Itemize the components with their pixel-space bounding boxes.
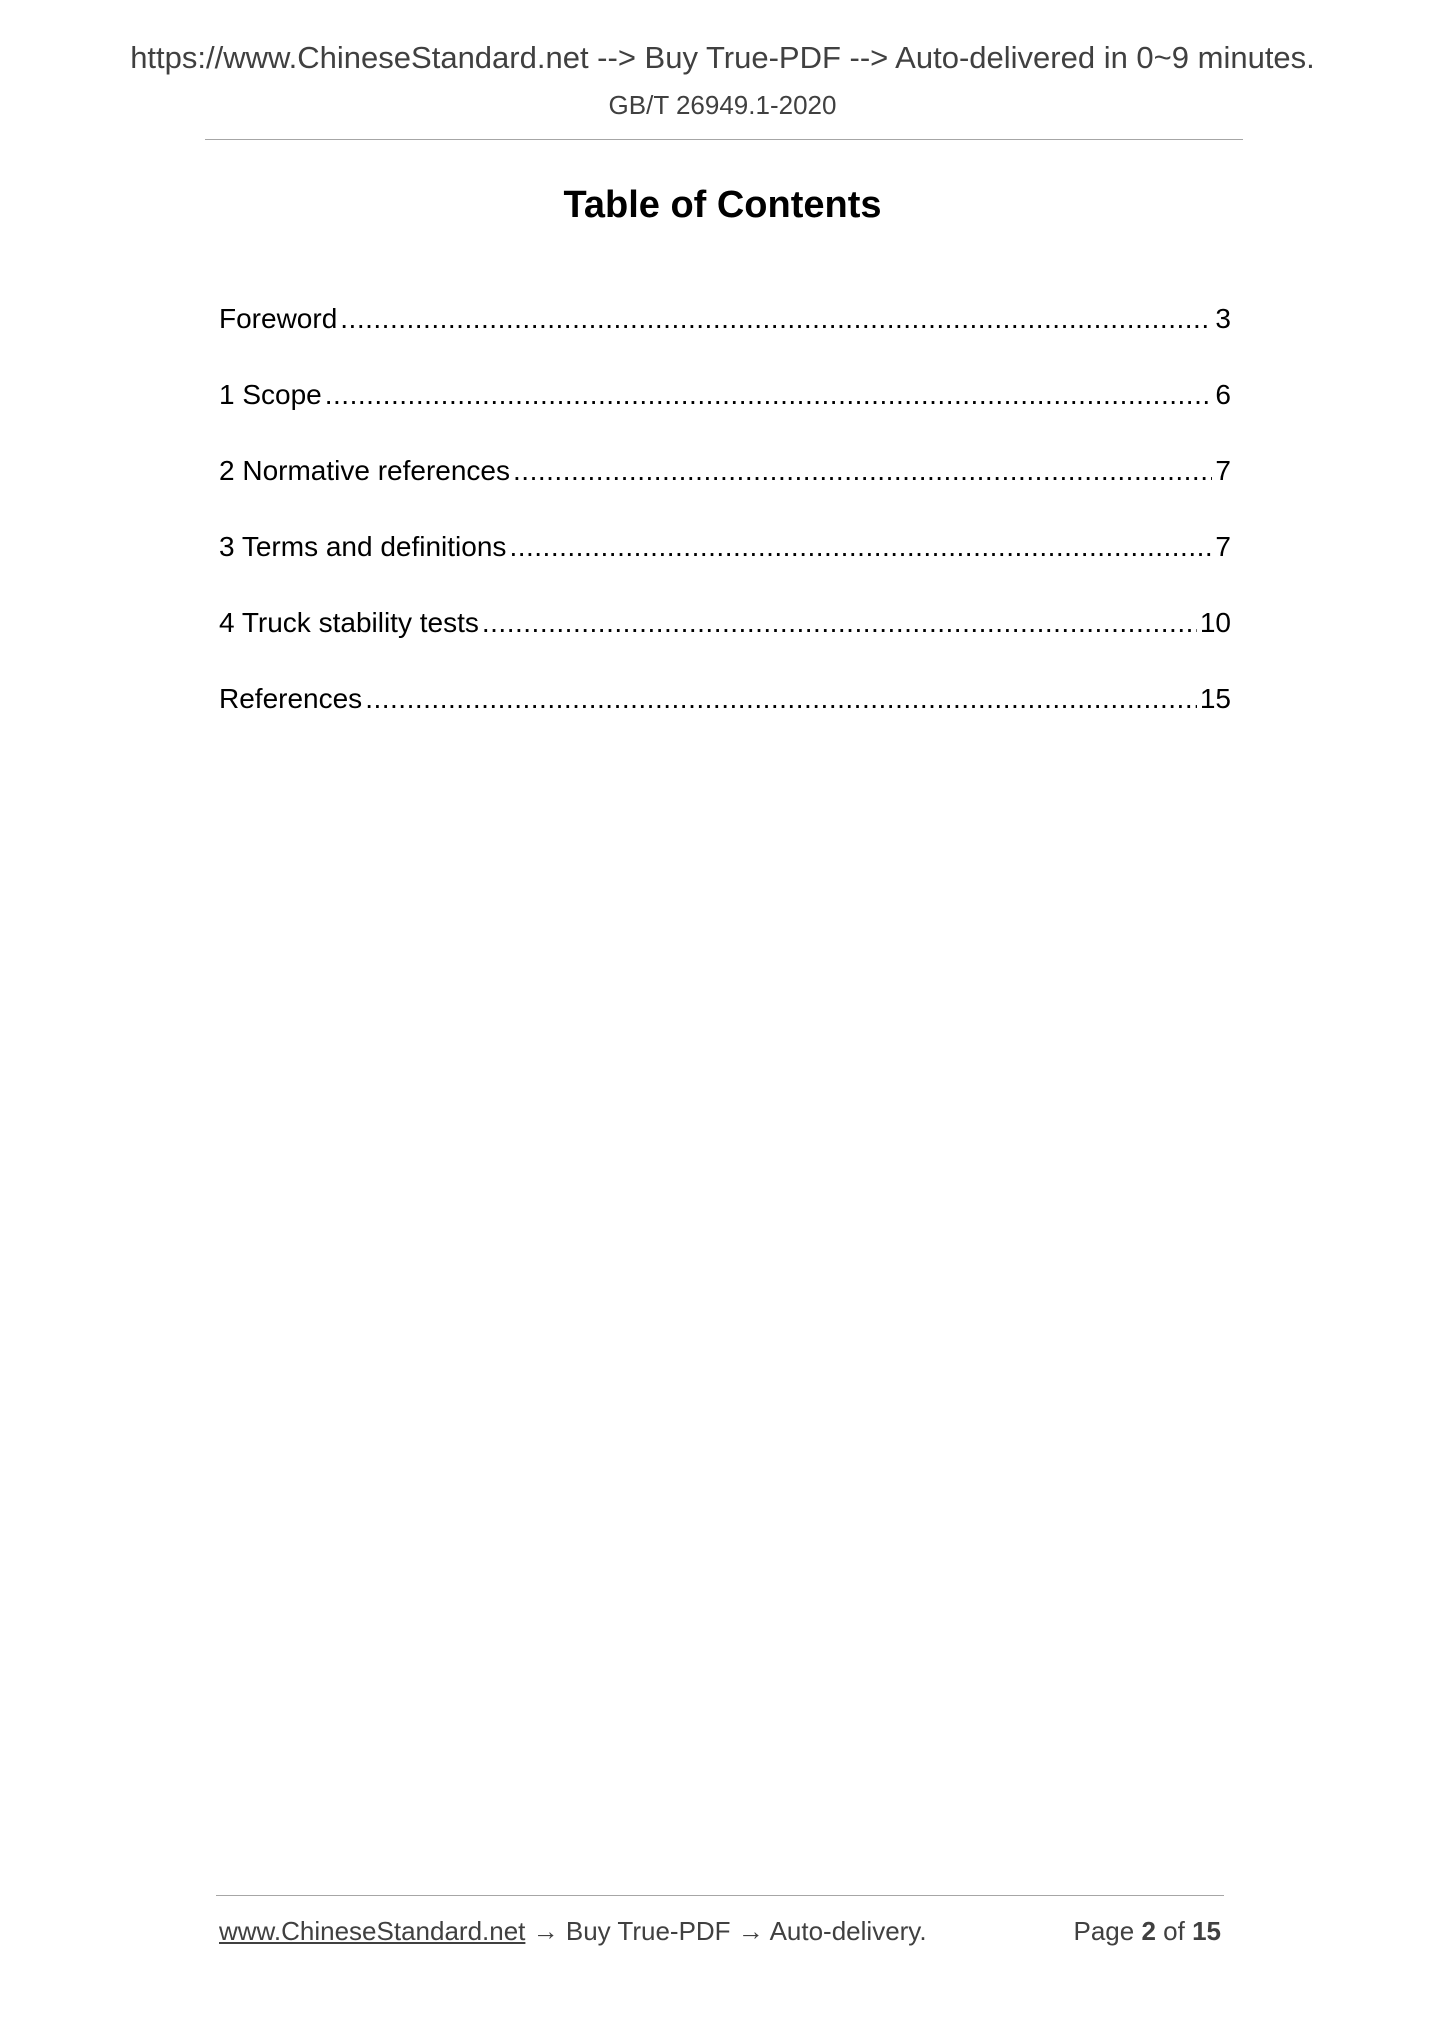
footer-divider [216, 1895, 1224, 1896]
header-divider [205, 139, 1243, 140]
toc-title: Table of Contents [563, 184, 882, 226]
toc-dot-leader [365, 683, 1197, 715]
toc-entry-references[interactable] [219, 683, 1231, 759]
toc-list [219, 303, 1231, 759]
toc-dot-leader [340, 303, 1212, 335]
toc-entry-normative-references[interactable] [219, 455, 1231, 531]
toc-entry-page: 15 [1199, 683, 1231, 714]
footer-site-link[interactable]: www.ChineseStandard.net [219, 1916, 526, 1946]
toc-entry-terms-and-definitions[interactable] [219, 531, 1231, 607]
toc-entry-label: Foreword [219, 303, 338, 334]
toc-entry-truck-stability-tests[interactable] [219, 607, 1231, 683]
toc-entry-label: 1 Scope [219, 379, 322, 410]
toc-entry-page: 10 [1199, 607, 1231, 638]
toc-entry-label: References [219, 683, 363, 714]
toc-entry-page: 7 [1215, 531, 1231, 562]
toc-entry-page: 7 [1215, 455, 1231, 486]
page-total: 15 [1192, 1916, 1221, 1946]
toc-entry-page: 3 [1215, 303, 1231, 334]
toc-entry-label: 4 Truck stability tests [219, 607, 479, 638]
toc-entry-foreword[interactable] [219, 303, 1231, 379]
toc-entry-page: 6 [1215, 379, 1231, 410]
toc-dot-leader [325, 379, 1213, 411]
footer-tagline: → Buy True-PDF → Auto-delivery. [525, 1916, 927, 1946]
toc-entry-scope[interactable] [219, 379, 1231, 455]
toc-dot-leader [509, 531, 1212, 563]
toc-entry-label: 3 Terms and definitions [219, 531, 507, 562]
standard-code: GB/T 26949.1-2020 [608, 90, 837, 120]
page-word: Page [1073, 1916, 1135, 1946]
footer-promo [219, 1916, 927, 1947]
page-number [1073, 1916, 1221, 1947]
page-current: 2 [1141, 1916, 1156, 1946]
header-url-line: https://www.ChineseStandard.net --> Buy True-PDF --> Auto-delivered in 0~9 minutes. [130, 40, 1315, 75]
toc-entry-label: 2 Normative references [219, 455, 511, 486]
toc-dot-leader [482, 607, 1197, 639]
of-word: of [1163, 1916, 1185, 1946]
toc-dot-leader [513, 455, 1212, 487]
